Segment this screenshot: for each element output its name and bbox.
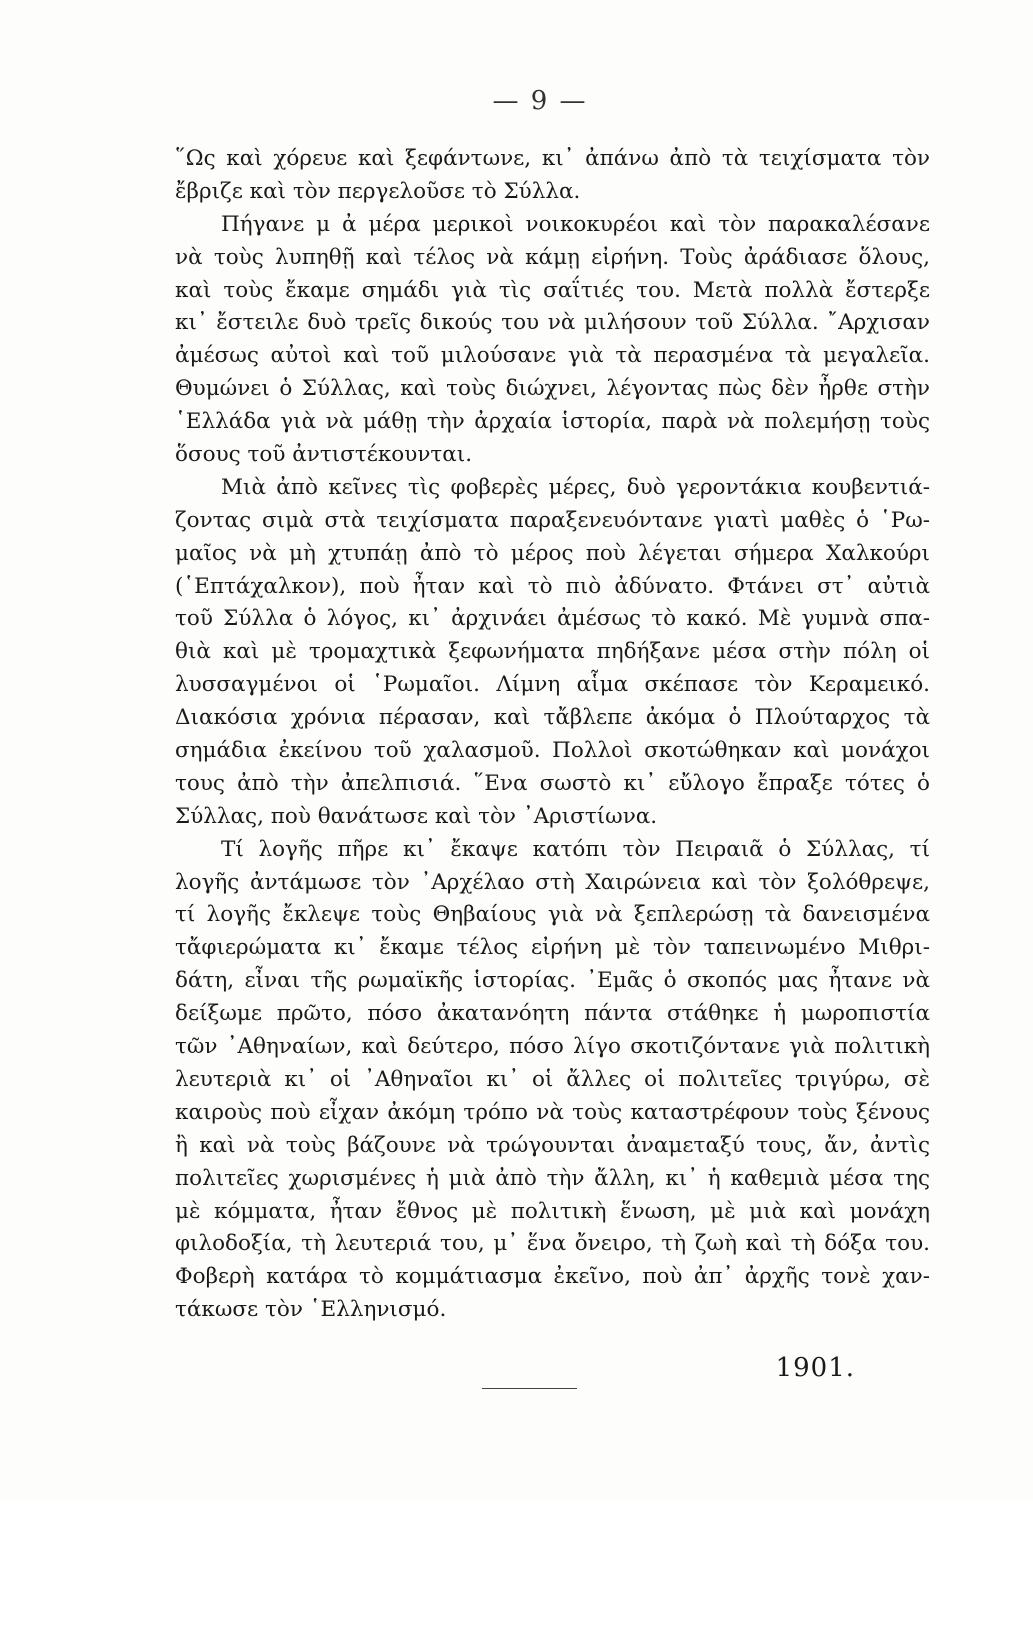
body-text: [175, 143, 930, 1383]
text-line: καιροὺς ποὺ εἶχαν ἀκόμη τρόπο νὰ τοὺς καταστρέφουν τοὺς ξένους: [175, 1099, 930, 1125]
text-line: Φοβερὴ κατάρα τὸ κομμάτιασμα ἐκεῖνο, ποὺ ἀπ᾿ ἀρχῆς τονὲ χαν-: [175, 1264, 930, 1290]
text-line: ἀμέσως αὐτοὶ καὶ τοῦ μιλούσανε γιὰ τὰ περασμένα τὰ μεγαλεῖα.: [175, 343, 930, 369]
text-line: τάκωσε τὸν ῾Ελληνισμό.: [175, 1297, 447, 1323]
text-line: ἔβριζε καὶ τὸν περγελοῦσε τὸ Σύλλα.: [175, 178, 581, 204]
text-line: φιλοδοξία, τὴ λευτεριά του, μ᾿ ἕνα ὄνειρο, τὴ ζωὴ καὶ τὴ δόξα του.: [175, 1231, 930, 1257]
text-line: Θυμώνει ὁ Σύλλας, καὶ τοὺς διώχνει, λέγοντας πὼς δὲν ἦρθε στὴν: [175, 376, 930, 402]
text-line: κι᾿ ἔστειλε δυὸ τρεῖς δικούς του νὰ μιλήσουν τοῦ Σύλλα. ῎Αρχισαν: [175, 310, 930, 336]
text-line: ἢ καὶ νὰ τοὺς βάζουνε νὰ τρώγουνται ἀναμεταξύ τους, ἄν, ἀντὶς: [175, 1132, 930, 1158]
date: 1901.: [775, 1353, 855, 1383]
text-line: ῾Ελλάδα γιὰ νὰ μάθῃ τὴν ἀρχαία ἱστορία, παρὰ νὰ πολεμήσῃ τοὺς: [175, 409, 930, 435]
text-line: ὅσους τοῦ ἀντιστέκουνται.: [175, 442, 473, 468]
text-line: λυσσαγμένοι οἱ ῾Ρωμαῖοι. Λίμνη αἷμα σκέπασε τὸν Κεραμεικό.: [175, 672, 930, 698]
text-line: λευτεριὰ κι᾿ οἱ ᾿Αθηναῖοι κι᾿ οἱ ἄλλες οἱ πολιτεῖες τριγύρω, σὲ: [175, 1066, 930, 1092]
text-line: λογῆς ἀντάμωσε τὸν ᾿Αρχέλαο στὴ Χαιρώνεια καὶ τὸν ξολόθρεψε,: [175, 869, 930, 895]
text-line: νὰ τοὺς λυπηθῇ καὶ τέλος νὰ κάμῃ εἰρήνη. Τοὺς ἀράδιασε ὅλους,: [175, 244, 930, 270]
text-line: Πήγανε μ ἀ μέρα μερικοὶ νοικοκυρέοι καὶ τὸν παρακαλέσανε: [221, 211, 930, 237]
text-line: τῶν ᾿Αθηναίων, καὶ δεύτερο, πόσο λίγο σκοτιζόντανε γιὰ πολιτικὴ: [175, 1034, 930, 1060]
text-line: Τί λογῆς πῆρε κι᾿ ἔκαψε κατόπι τὸν Πειραιᾶ ὁ Σύλλας, τί: [221, 836, 930, 862]
end-rule: [482, 1388, 577, 1389]
text-line: τους ἀπὸ τὴν ἀπελπισιά. ῞Ενα σωστὸ κι᾿ εὔλογο ἔπραξε τότες ὁ: [175, 770, 930, 796]
text-line: τἄφιερώματα κι᾿ ἔκαμε τέλος εἰρήνη μὲ τὸν ταπεινωμένο Μιθρι-: [175, 935, 930, 961]
text-line: καὶ τοὺς ἔκαμε σημάδι γιὰ τὶς σαΐτιές του. Μετὰ πολλὰ ἔστερξε: [175, 277, 930, 303]
text-line: Μιὰ ἀπὸ κεῖνες τὶς φοβερὲς μέρες, δυὸ γεροντάκια κουβεντιά-: [221, 474, 930, 500]
text-line: μαῖος νὰ μὴ χτυπάῃ ἀπὸ τὸ μέρος ποὺ λέγεται σήμερα Χαλκούρι: [175, 540, 930, 566]
page-number: — 9 —: [492, 86, 588, 116]
text-line: δάτη, εἶναι τῆς ρωμαϊκῆς ἱστορίας. ᾿Εμᾶς ὁ σκοπός μας ἦτανε νὰ: [175, 968, 930, 994]
text-line: θιὰ καὶ μὲ τρομαχτικὰ ξεφωνήματα πηδήξανε μέσα στὴν πόλη οἱ: [175, 639, 930, 665]
text-line: (῾Επτάχαλκον), ποὺ ἦταν καὶ τὸ πιὸ ἀδύνατο. Φτάνει στ᾿ αὐτιὰ: [175, 573, 930, 599]
text-line: πολιτεῖες χωρισμένες ἡ μιὰ ἀπὸ τὴν ἄλλη, κι᾿ ἡ καθεμιὰ μέσα της: [175, 1165, 930, 1191]
text-line: τοῦ Σύλλα ὁ λόγος, κι᾿ ἀρχινάει ἀμέσως τὸ κακό. Μὲ γυμνὰ σπα-: [175, 606, 930, 632]
text-line: σημάδια ἐκείνου τοῦ χαλασμοῦ. Πολλοὶ σκοτώθηκαν καὶ μονάχοι: [175, 738, 930, 764]
text-line: τί λογῆς ἔκλεψε τοὺς Θηβαίους γιὰ νὰ ξεπλερώσῃ τὰ δανεισμένα: [175, 902, 930, 928]
text-line: μὲ κόμματα, ἦταν ἔθνος μὲ πολιτικὴ ἕνωση, μὲ μιὰ καὶ μονάχη: [175, 1198, 930, 1224]
text-line: ῞Ως καὶ χόρευε καὶ ξεφάντωνε, κι᾿ ἀπάνω ἀπὸ τὰ τειχίσματα τὸν: [175, 146, 930, 171]
text-line: δείξωμε πρῶτο, πόσο ἀκατανόητη πάντα στάθηκε ἡ μωροπιστία: [175, 1001, 930, 1027]
text-line: Σύλλας, ποὺ θανάτωσε καὶ τὸν ᾿Αριστίωνα.: [175, 803, 658, 829]
text-line: ζοντας σιμὰ στὰ τειχίσματα παραξενευόντανε γιατὶ μαθὲς ὁ ῾Ρω-: [175, 507, 930, 533]
text-line: Διακόσια χρόνια πέρασαν, καὶ τἄβλεπε ἀκόμα ὁ Πλούταρχος τὰ: [175, 705, 930, 731]
